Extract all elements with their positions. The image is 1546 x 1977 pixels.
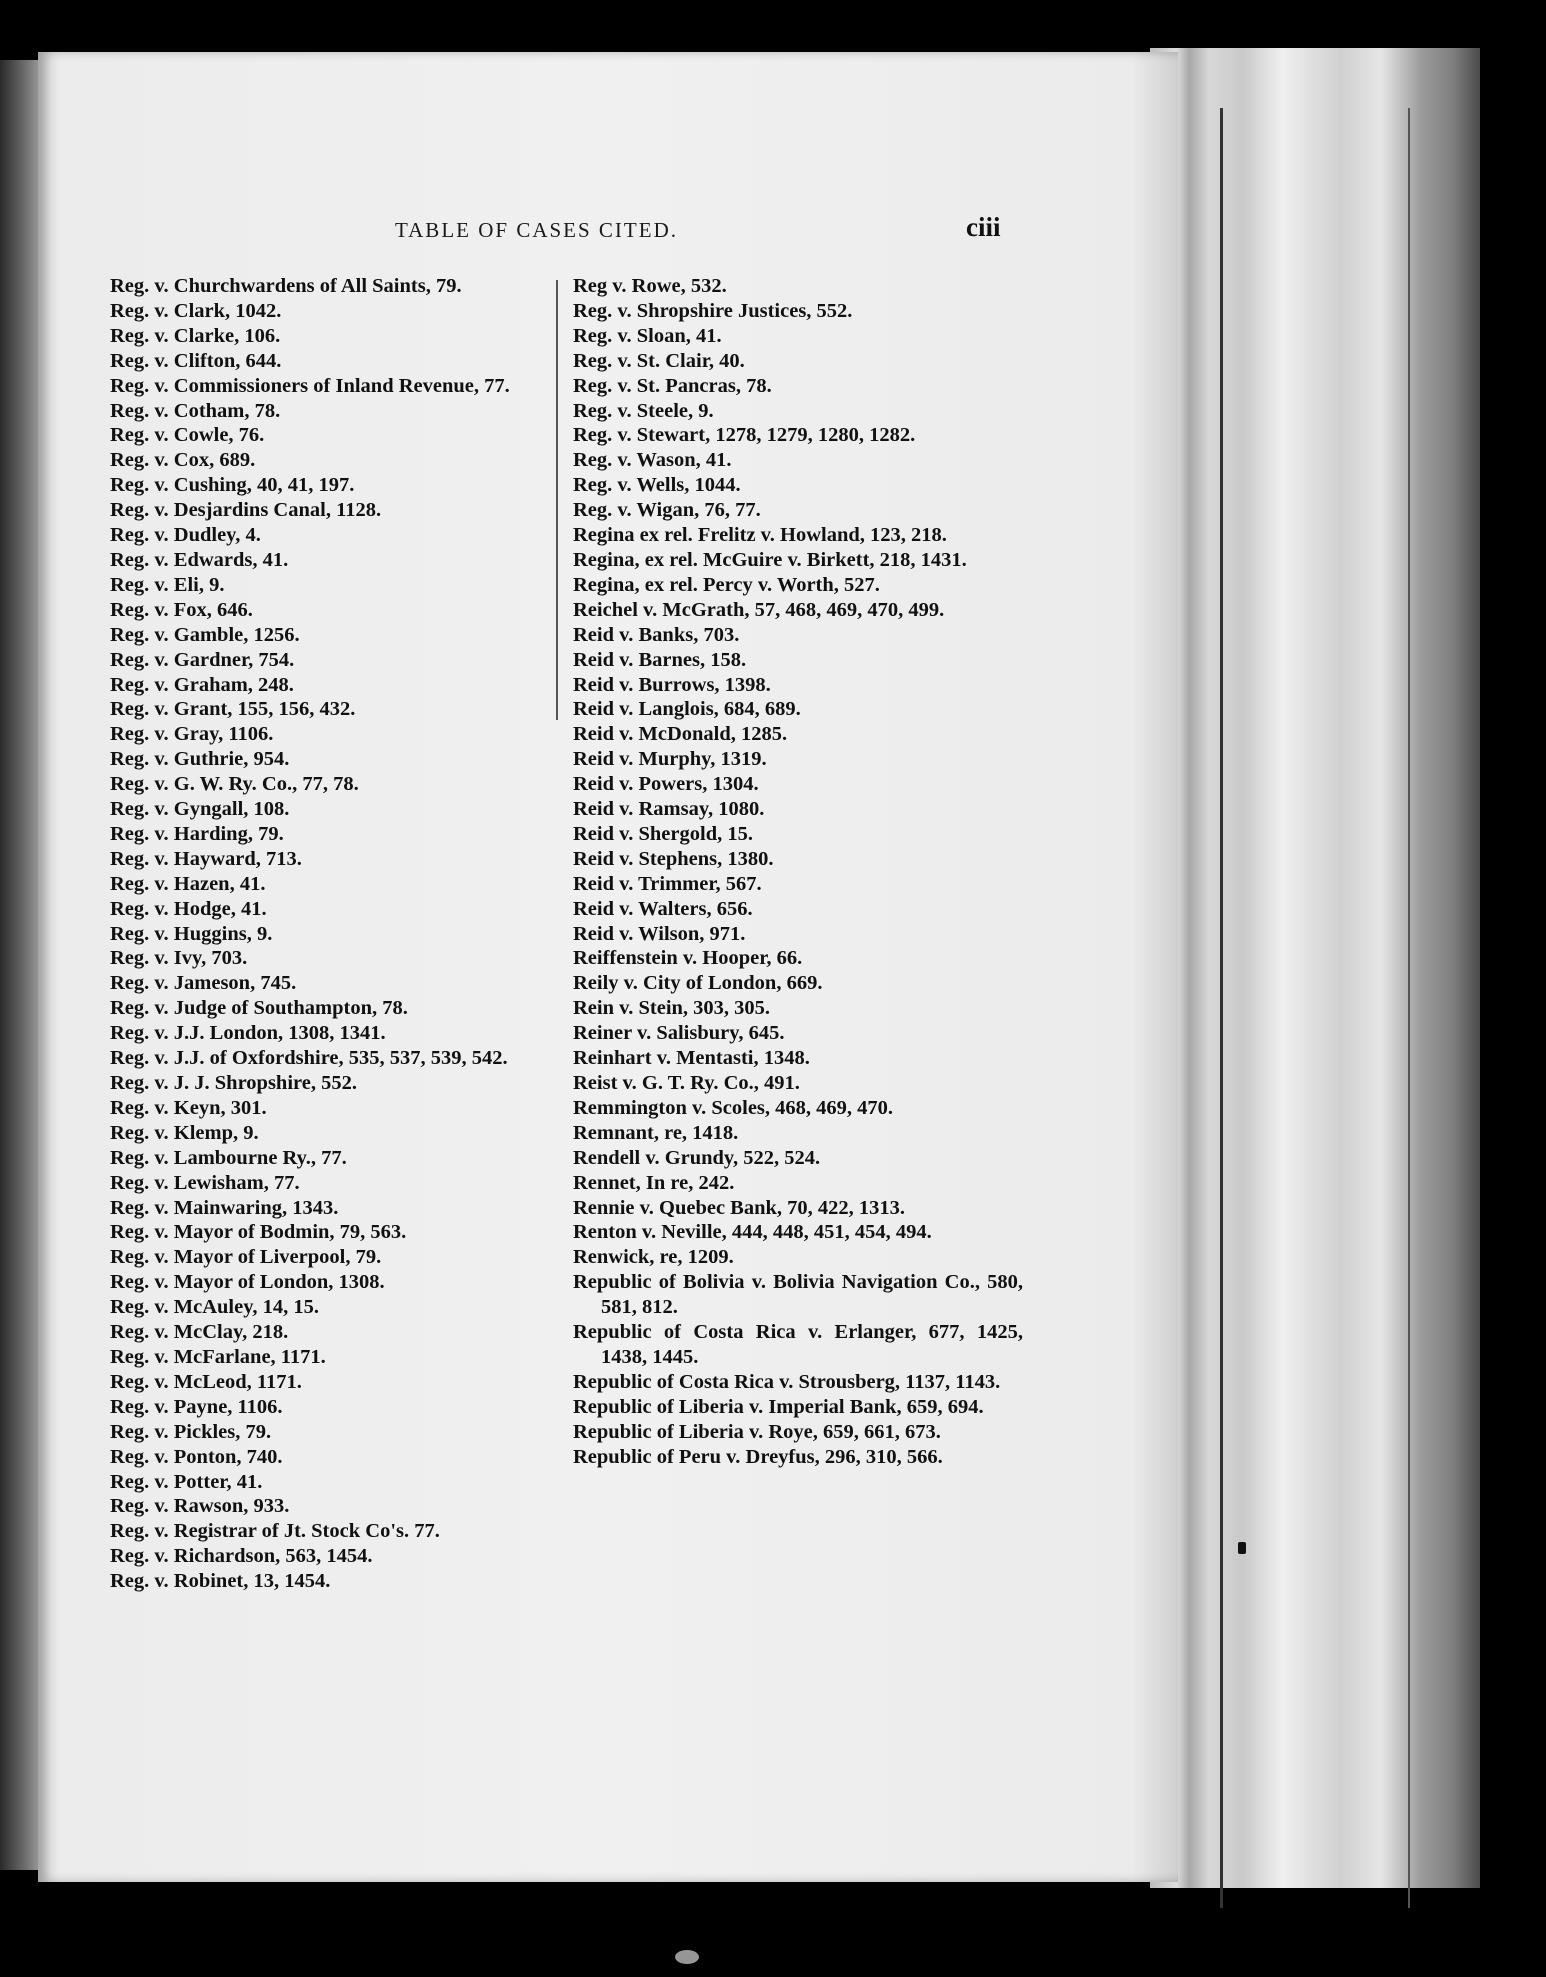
left-page-edge (0, 60, 40, 1870)
case-entry: Reg. v. Wells, 1044. (573, 474, 741, 497)
case-entry: Reg. v. Cowle, 76. (110, 424, 265, 447)
case-entry: Reg. v. Gyngall, 108. (110, 798, 290, 821)
case-entry: Rendell v. Grundy, 522, 524. (573, 1146, 821, 1169)
case-entry: Reg. v. Desjardins Canal, 1128. (110, 499, 382, 522)
running-head: TABLE OF CASES CITED. (395, 218, 678, 242)
case-entry: Reg. v. Grant, 155, 156, 432. (110, 698, 356, 721)
case-entry: Reid v. McDonald, 1285. (573, 723, 788, 746)
case-entry: Reily v. City of London, 669. (573, 972, 823, 995)
case-entry: Reg. v. Cox, 689. (110, 449, 256, 472)
case-entry: Renton v. Neville, 444, 448, 451, 454, 494. (573, 1221, 932, 1244)
case-entry: Reinhart v. Mentasti, 1348. (573, 1047, 810, 1070)
case-entry: Reg. v. Mayor of Bodmin, 79, 563. (110, 1221, 407, 1244)
case-entry: Republic of Peru v. Dreyfus, 296, 310, 566. (573, 1445, 943, 1468)
case-entry: Reid v. Stephens, 1380. (573, 847, 774, 870)
case-entry: Reg. v. Keyn, 301. (110, 1096, 267, 1119)
case-entry: Reg. v. J. J. Shropshire, 552. (110, 1072, 357, 1094)
case-entry: Reg. v. Churchwardens of All Saints, 79. (110, 275, 462, 297)
case-entry: Reg. v. Rawson, 933. (110, 1495, 290, 1518)
right-column (573, 274, 1023, 1470)
case-entry: Reg. v. Fox, 646. (110, 598, 253, 621)
case-entry: Reg. v. Potter, 41. (110, 1470, 263, 1493)
case-entry: Reid v. Powers, 1304. (573, 773, 759, 796)
case-entry: Reg. v. Stewart, 1278, 1279, 1280, 1282. (573, 424, 916, 447)
case-entry: Reg. v. Eli, 9. (110, 573, 225, 596)
case-entry: Republic of Liberia v. Imperial Bank, 659, 694. (573, 1395, 984, 1418)
case-entry: Regina, ex rel. McGuire v. Birkett, 218, 1431. (573, 548, 967, 571)
column-rule (556, 280, 558, 720)
case-entry: Reg. v. Pickles, 79. (110, 1420, 272, 1443)
case-entry: Reg. v. Gamble, 1256. (110, 623, 300, 646)
case-entry: Reg. v. Hazen, 41. (110, 872, 266, 895)
scan-smudge (675, 1950, 699, 1964)
case-entry: Reg. v. Richardson, 563, 1454. (110, 1545, 373, 1568)
case-entry: Reg. v. Payne, 1106. (110, 1395, 283, 1418)
edge-line (1220, 108, 1223, 1908)
case-entry: Reg. v. Cushing, 40, 41, 197. (110, 474, 355, 497)
case-entry: Reid v. Burrows, 1398. (573, 673, 771, 696)
case-entry: Reg. v. Clarke, 106. (110, 324, 281, 347)
page-number: ciii (966, 212, 1001, 242)
case-entry: Reg. v. Edwards, 41. (110, 548, 289, 571)
case-entry: Reg. v. Judge of Southampton, 78. (110, 997, 408, 1020)
case-entry: Rennet, In re, 242. (573, 1171, 735, 1194)
case-entry: Reg. v. McClay, 218. (110, 1321, 289, 1344)
case-entry: Reg. v. Mayor of London, 1308. (110, 1271, 385, 1294)
case-entry: Reid v. Barnes, 158. (573, 648, 747, 671)
case-entry: Reg. v. Ivy, 703. (110, 947, 248, 970)
case-entry: Reg. v. Shropshire Justices, 552. (573, 299, 853, 322)
case-entry: Reg. v. Guthrie, 954. (110, 748, 290, 771)
case-entry: Republic of Costa Rica v. Strousberg, 1137, 1143. (573, 1370, 1001, 1393)
case-entry: Remnant, re, 1418. (573, 1121, 739, 1144)
case-entry: Reiner v. Salisbury, 645. (573, 1022, 785, 1045)
case-entry: Reid v. Wilson, 971. (573, 922, 746, 945)
case-entry: Republic of Bolivia v. Bolivia Navigation Co., 580, 581, 812. (573, 1271, 1023, 1319)
case-entry: Reg. v. Dudley, 4. (110, 524, 261, 547)
case-entry: Reg. v. Hayward, 713. (110, 847, 302, 870)
case-entry: Reg. v. St. Clair, 40. (573, 349, 745, 372)
case-entry: Reg. v. Mayor of Liverpool, 79. (110, 1246, 382, 1269)
case-entry: Reg. v. McFarlane, 1171. (110, 1345, 326, 1368)
case-entry: Reg. v. Robinet, 13, 1454. (110, 1570, 331, 1593)
case-entry: Reid v. Ramsay, 1080. (573, 798, 765, 821)
case-entry: Reg. v. G. W. Ry. Co., 77, 78. (110, 773, 359, 796)
case-entry: Reg. v. Ponton, 740. (110, 1445, 283, 1468)
case-entry: Reg. v. Gardner, 754. (110, 648, 295, 671)
case-entry: Rein v. Stein, 303, 305. (573, 997, 771, 1020)
case-entry: Reg. v. Harding, 79. (110, 822, 284, 845)
case-entry: Reg. v. St. Pancras, 78. (573, 374, 772, 397)
case-entry: Rennie v. Quebec Bank, 70, 422, 1313. (573, 1196, 906, 1219)
case-entry: Reg. v. Wigan, 76, 77. (573, 499, 761, 522)
case-entry: Reg. v. J.J. London, 1308, 1341. (110, 1022, 386, 1045)
case-entry: Regina ex rel. Frelitz v. Howland, 123, 218. (573, 524, 947, 547)
case-entry: Reg. v. Lambourne Ry., 77. (110, 1146, 347, 1169)
case-entry: Reg. v. Cotham, 78. (110, 399, 281, 422)
case-entry: Reg. v. Steele, 9. (573, 399, 714, 422)
case-entry: Reg. v. Lewisham, 77. (110, 1171, 300, 1194)
case-entry: Renwick, re, 1209. (573, 1246, 734, 1269)
case-entry: Reist v. G. T. Ry. Co., 491. (573, 1072, 800, 1094)
case-entry: Reg. v. Huggins, 9. (110, 922, 273, 945)
case-entry: Reg. v. Sloan, 41. (573, 324, 722, 347)
case-entry: Reichel v. McGrath, 57, 468, 469, 470, 499. (573, 598, 945, 621)
book-fore-edge (1150, 48, 1480, 1888)
case-entry: Reg. v. J.J. of Oxfordshire, 535, 537, 539, 542. (110, 1047, 508, 1070)
case-entry: Reg v. Rowe, 532. (573, 275, 727, 297)
edge-line (1408, 108, 1410, 1908)
case-entry: Remmington v. Scoles, 468, 469, 470. (573, 1096, 894, 1119)
left-column (110, 274, 540, 1594)
case-entry: Republic of Liberia v. Roye, 659, 661, 673. (573, 1420, 941, 1443)
ink-mark (1238, 1542, 1246, 1554)
case-entry: Reg. v. Wason, 41. (573, 449, 732, 472)
case-entry: Reid v. Banks, 703. (573, 623, 740, 646)
case-entry: Reg. v. Registrar of Jt. Stock Co's. 77. (110, 1520, 440, 1543)
case-entry: Reid v. Trimmer, 567. (573, 872, 762, 895)
case-entry: Reid v. Langlois, 684, 689. (573, 698, 801, 721)
case-entry: Reg. v. Clark, 1042. (110, 299, 282, 322)
case-entry: Reid v. Shergold, 15. (573, 822, 753, 845)
case-entry: Reg. v. Gray, 1106. (110, 723, 274, 746)
case-entry: Reid v. Walters, 656. (573, 897, 753, 920)
case-entry: Republic of Costa Rica v. Erlanger, 677, 1425, 1438, 1445. (573, 1321, 1023, 1368)
case-entry: Reg. v. Mainwaring, 1343. (110, 1196, 339, 1219)
case-entry: Reg. v. McLeod, 1171. (110, 1370, 302, 1393)
case-entry: Reg. v. Jameson, 745. (110, 972, 297, 995)
case-entry: Reid v. Murphy, 1319. (573, 748, 767, 771)
case-entry: Reg. v. Hodge, 41. (110, 897, 267, 920)
case-entry: Reg. v. McAuley, 14, 15. (110, 1296, 319, 1319)
case-entry: Reg. v. Graham, 248. (110, 673, 294, 696)
case-entry: Reg. v. Commissioners of Inland Revenue, 77. (110, 374, 510, 397)
case-entry: Reg. v. Klemp, 9. (110, 1121, 259, 1144)
case-entry: Reiffenstein v. Hooper, 66. (573, 947, 803, 970)
case-entry: Regina, ex rel. Percy v. Worth, 527. (573, 573, 880, 596)
case-entry: Reg. v. Clifton, 644. (110, 349, 282, 372)
